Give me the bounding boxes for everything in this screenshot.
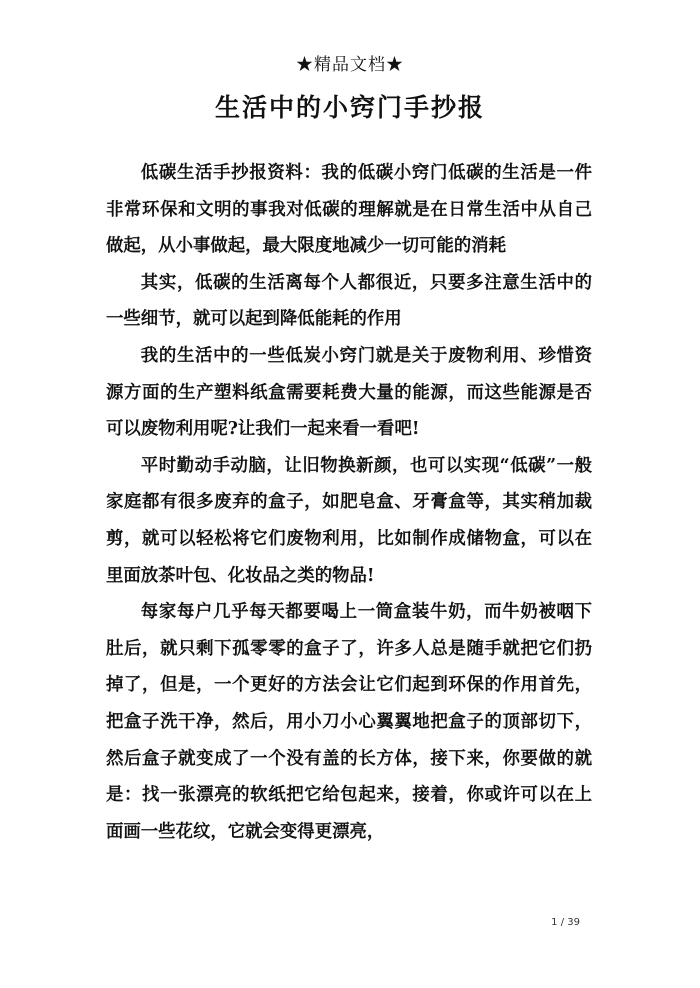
header-label: ★精品文档★	[296, 55, 404, 75]
paragraph: 低碳生活手抄报资料：我的低碳小窍门低碳的生活是一件非常环保和文明的事我对低碳的理解就是在日常生活中从自己做起，从小事做起，最大限度地减少一切可能的消耗	[106, 163, 592, 257]
paragraph: 平时勤动手动脑，让旧物换新颜，也可以实现“低碳”一般家庭都有很多废弃的盒子，如肥皂盒、牙膏盒等，其实稍加裁剪，就可以轻松将它们废物利用，比如制作成储物盒，可以在里面放茶叶包、化妆品之类的物品!	[106, 455, 592, 586]
page-title: 生活中的小窍门手抄报	[214, 93, 485, 122]
page-number: 1 / 39	[551, 917, 580, 928]
paragraph: 每家每户几乎每天都要喝上一筒盒装牛奶，而牛奶被咽下肚后，就只剩下孤零零的盒子了，许多人总是随手就把它们扔掉了，但是，一个更好的方法会让它们起到环保的作用首先，把盒子洗干净，然后，用小刀小心翼翼地把盒子的顶部切下，然后盒子就变成了一个没有盖的长方体，接下来，你要做的就是：找一张漂亮的软纸把它给包起来，接着，你或许可以在上面画一些花纹，它就会变得更漂亮，	[106, 602, 592, 842]
paragraph: 我的生活中的一些低炭小窍门就是关于废物利用、珍惜资源方面的生产塑料纸盒需要耗费大量的能源，而这些能源是否可以废物利用呢?让我们一起来看一看吧!	[106, 345, 592, 440]
paragraph: 其实，低碳的生活离每个人都很近，只要多注意生活中的一些细节，就可以起到降低能耗的作用	[106, 272, 592, 330]
document-body	[106, 155, 592, 850]
